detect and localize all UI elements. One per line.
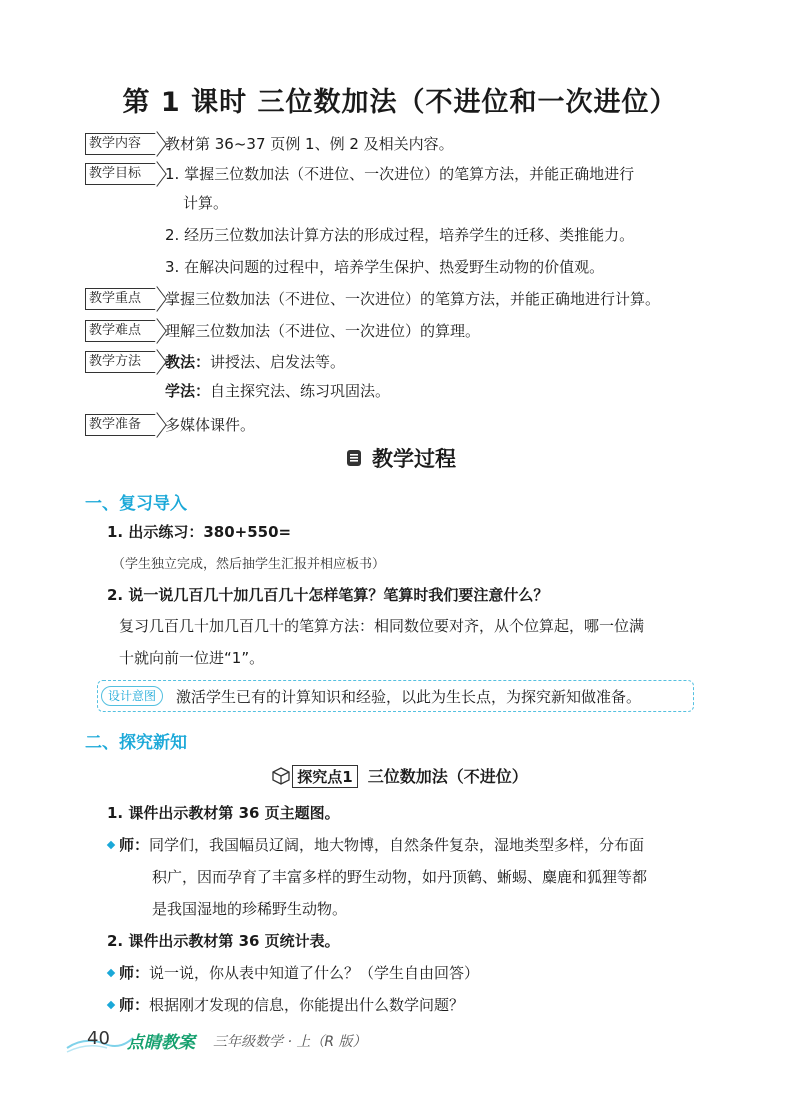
page-footer — [65, 1024, 425, 1054]
book-icon — [344, 448, 364, 473]
goals-tag: 教学目标 — [85, 163, 157, 185]
explore-title: 三位数加法（不进位） — [367, 767, 528, 786]
teach-method-label: 教法： — [165, 353, 211, 371]
teacher-marker — [107, 969, 115, 977]
part2-item2: 2. 课件出示教材第 36 页统计表。 — [107, 932, 340, 950]
design-intent-box — [97, 680, 694, 712]
teacher-line-3 — [119, 994, 464, 1015]
method-tag: 教学方法 — [85, 351, 157, 373]
part1-heading: 一、复习导入 — [85, 494, 187, 514]
brand-logo: 点睛教案 — [127, 1033, 195, 1053]
prep-tag: 教学准备 — [85, 414, 157, 436]
design-intent-tag: 设计意图 — [101, 686, 163, 706]
teacher-text-1b: 积广，因而孕育了丰富多样的野生动物，如丹顶鹤、蜥蜴、麋鹿和狐狸等都 — [152, 868, 648, 886]
prep-text: 多媒体课件。 — [165, 416, 256, 434]
teacher-line-1a — [119, 834, 644, 855]
learn-method — [165, 381, 390, 401]
teacher-label: 师： — [119, 996, 150, 1014]
part1-item2: 2. 说一说几百几十加几百几十怎样笔算？笔算时我们要注意什么？ — [107, 586, 549, 604]
lesson-title: 第 1 课时 三位数加法（不进位和一次进位） — [122, 87, 678, 118]
goal-2: 2. 经历三位数加法计算方法的形成过程，培养学生的迁移、类推能力。 — [165, 226, 635, 244]
teacher-label: 师： — [119, 964, 150, 982]
cube-icon — [272, 767, 290, 789]
page-number: 40 — [87, 1028, 110, 1049]
part1-item1-note: （学生独立完成，然后抽学生汇报并相应板书） — [112, 557, 386, 572]
content-text: 教材第 36~37 页例 1、例 2 及相关内容。 — [165, 135, 454, 153]
difficulty-tag: 教学难点 — [85, 320, 157, 342]
teacher-text-3: 根据刚才发现的信息，你能提出什么数学问题？ — [149, 996, 465, 1014]
learn-method-label: 学法： — [165, 382, 211, 400]
goal-1: 1. 掌握三位数加法（不进位、一次进位）的笔算方法，并能正确地进行 — [165, 165, 635, 183]
part1-item2-text-a: 复习几百几十加几百几十的笔算方法：相同数位要对齐，从个位算起，哪一位满 — [119, 617, 645, 635]
goal-3: 3. 在解决问题的过程中，培养学生保护、热爱野生动物的价值观。 — [165, 258, 605, 276]
design-intent-text: 激活学生已有的计算知识和经验，以此为生长点，为探究新知做准备。 — [176, 688, 642, 706]
teacher-text-2: 说一说，你从表中知道了什么？（学生自由回答） — [149, 964, 480, 982]
key-tag: 教学重点 — [85, 288, 157, 310]
process-heading — [0, 443, 800, 473]
goal-1-cont: 计算。 — [183, 194, 229, 212]
teacher-marker — [107, 1001, 115, 1009]
part1-item2-text-b: 十就向前一位进“1”。 — [119, 649, 265, 667]
explore-tag: 探究点1 — [292, 765, 357, 788]
teach-method — [165, 352, 345, 372]
key-text: 掌握三位数加法（不进位、一次进位）的笔算方法，并能正确地进行计算。 — [165, 290, 661, 308]
explore-point-heading — [0, 764, 800, 789]
teacher-line-2 — [119, 962, 479, 983]
part2-heading: 二、探究新知 — [85, 733, 187, 753]
footer-book-title: 三年级数学 · 上（R 版） — [213, 1034, 367, 1050]
difficulty-text: 理解三位数加法（不进位、一次进位）的算理。 — [165, 322, 481, 340]
content-tag: 教学内容 — [85, 133, 157, 155]
part1-item1: 1. 出示练习：380+550= — [107, 523, 292, 541]
teacher-label: 师： — [119, 836, 150, 854]
teacher-text-1a: 同学们，我国幅员辽阔，地大物博，自然条件复杂，湿地类型多样，分布面 — [149, 836, 645, 854]
teach-method-text: 讲授法、启发法等。 — [210, 353, 346, 371]
learn-method-text: 自主探究法、练习巩固法。 — [210, 382, 391, 400]
teacher-text-1c: 是我国湿地的珍稀野生动物。 — [152, 900, 348, 918]
process-title: 教学过程 — [372, 447, 456, 471]
part2-item1: 1. 课件出示教材第 36 页主题图。 — [107, 804, 340, 822]
teacher-marker — [107, 841, 115, 849]
